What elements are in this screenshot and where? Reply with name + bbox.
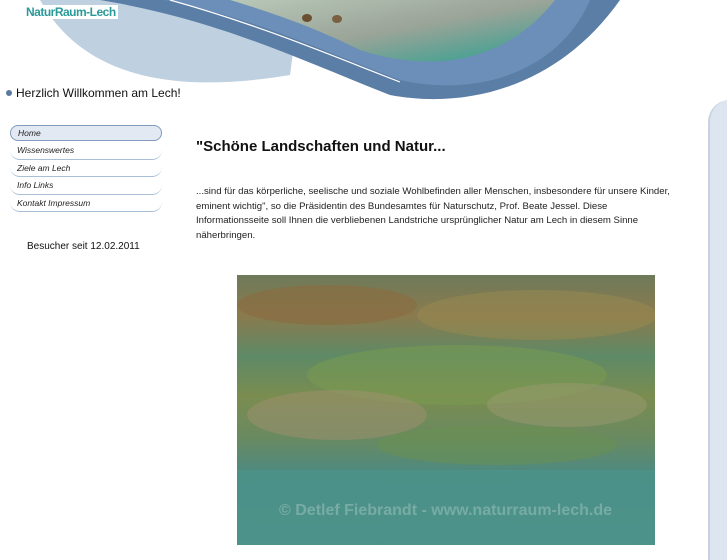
nav-item-info-links[interactable]: Info Links bbox=[10, 177, 162, 195]
page-title: "Schöne Landschaften und Natur... bbox=[196, 138, 446, 155]
visitor-counter-text: Besucher seit 12.02.2011 bbox=[27, 241, 140, 252]
intro-paragraph: ...sind für das körperliche, seelische und soziale Wohlbefinden aller Menschen, insbesondere für unsere Kinder, eminent wichtig", so die Präsidentin des Bundesamtes für Naturschutz, Prof. Beate Jessel. Diese Informationsseite soll Ihnen die verbliebenen Landstriche ursprünglicher Natur am Lech in diesem Sinne näherbringen. bbox=[196, 186, 670, 241]
main-content bbox=[196, 138, 676, 243]
photo-watermark: © Detlef Fiebrandt - www.naturraum-lech.de bbox=[279, 502, 613, 519]
river-photo bbox=[237, 275, 655, 545]
site-logo[interactable]: NaturRaum-Lech bbox=[26, 5, 116, 19]
nav-item-wissenswertes[interactable]: Wissenswertes bbox=[10, 142, 162, 160]
nav-item-ziele[interactable]: Ziele am Lech bbox=[10, 160, 162, 178]
nav-item-home[interactable]: Home bbox=[10, 125, 162, 141]
main-nav bbox=[10, 125, 162, 212]
welcome-text bbox=[6, 86, 181, 100]
welcome-label: Herzlich Willkommen am Lech! bbox=[16, 86, 181, 100]
nav-item-kontakt[interactable]: Kontakt Impressum bbox=[10, 195, 162, 213]
right-side-panel bbox=[708, 100, 727, 560]
bullet-icon bbox=[6, 90, 12, 96]
